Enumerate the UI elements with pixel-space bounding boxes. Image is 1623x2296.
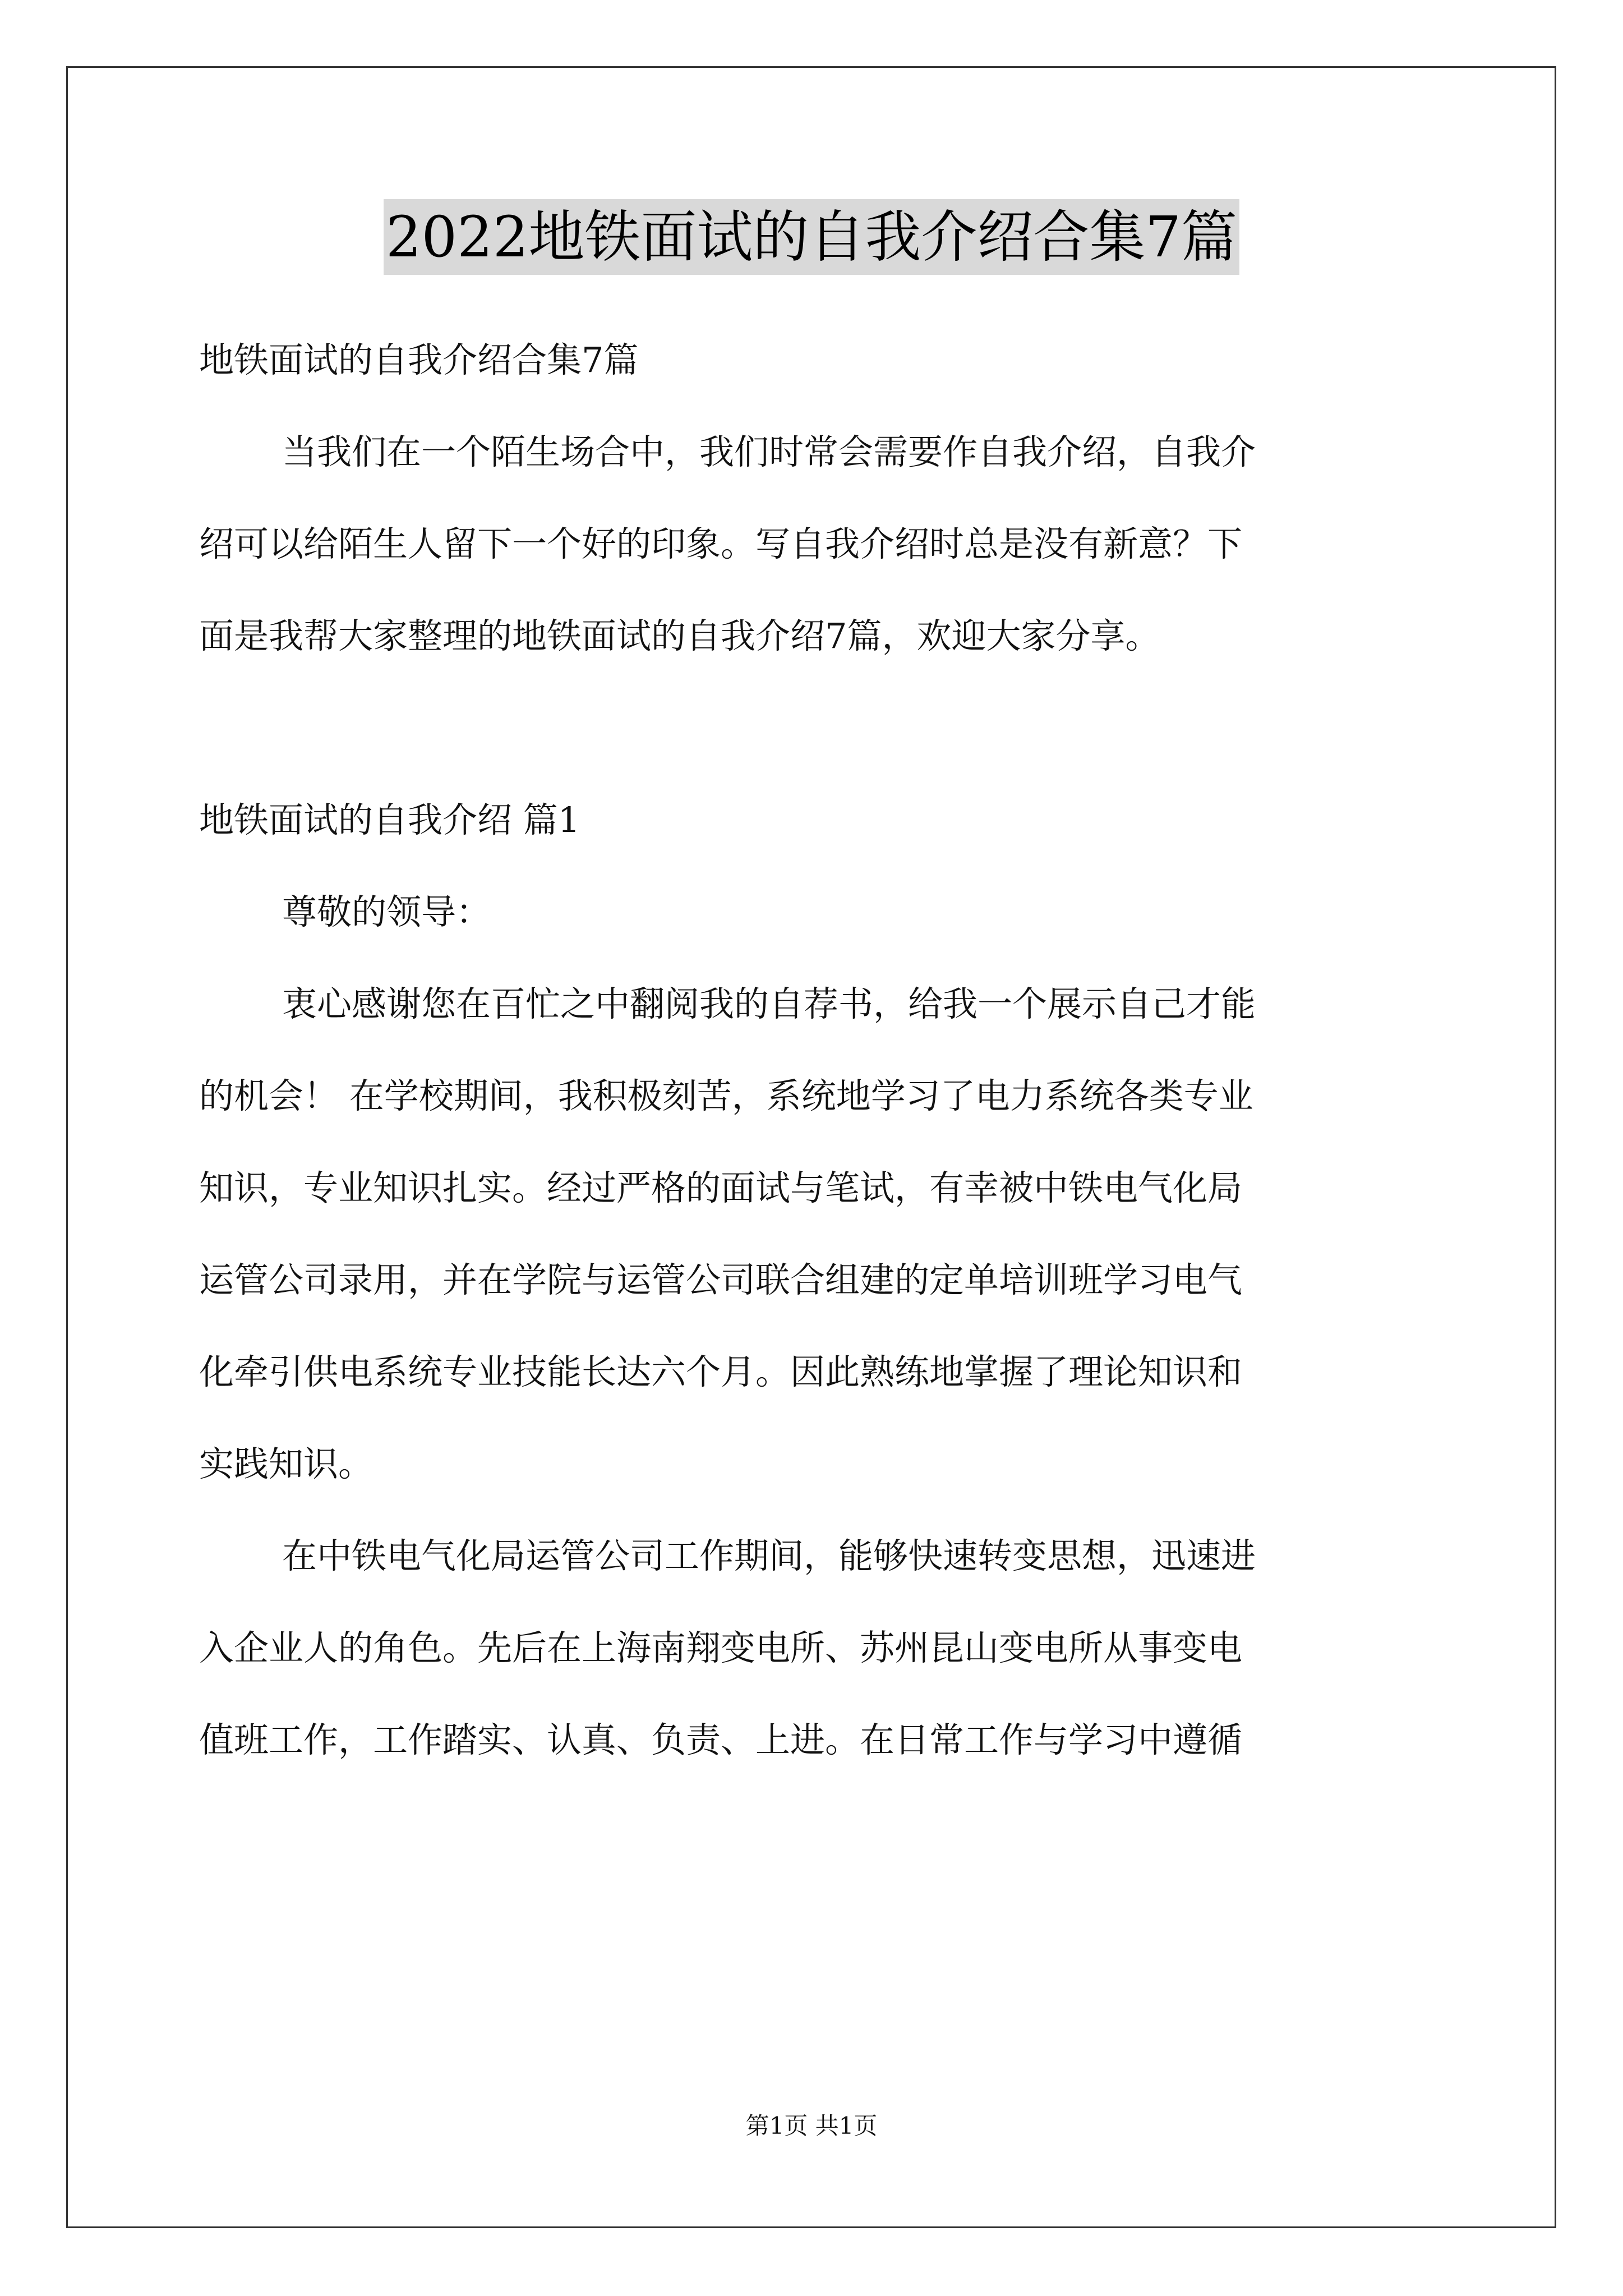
paragraph-line: 衷心感谢您在百忙之中翻阅我的自荐书，给我一个展示自己才能 <box>282 983 1256 1024</box>
salutation: 尊敬的领导： <box>282 891 491 932</box>
spacer <box>199 682 1422 774</box>
page-number: 第1页 共1页 <box>745 2112 878 2139</box>
paragraph-line: 在中铁电气化局运管公司工作期间，能够快速转变思想，迅速进 <box>282 1535 1256 1576</box>
document-subtitle: 地铁面试的自我介绍合集7篇 <box>199 339 639 380</box>
paragraph-line: 化牵引供电系统专业技能长达六个月。因此熟练地掌握了理论知识和 <box>199 1351 1243 1392</box>
paragraph-line: 运管公司录用，并在学院与运管公司联合组建的定单培训班学习电气 <box>199 1259 1243 1300</box>
page-footer <box>0 2109 1623 2143</box>
paragraph-line: 值班工作，工作踏实、认真、负责、上进。在日常工作与学习中遵循 <box>199 1719 1243 1760</box>
paragraph-line: 知识，专业知识扎实。经过严格的面试与笔试，有幸被中铁电气化局 <box>199 1167 1243 1208</box>
paragraph-line: 的机会！ 在学校期间，我积极刻苦，系统地学习了电力系统各类专业 <box>199 1075 1253 1116</box>
intro-line: 绍可以给陌生人留下一个好的印象。写自我介绍时总是没有新意？下 <box>199 523 1243 564</box>
intro-line: 当我们在一个陌生场合中，我们时常会需要作自我介绍，自我介 <box>282 431 1256 472</box>
document-title: 2022地铁面试的自我介绍合集7篇 <box>384 199 1239 275</box>
paragraph-line: 实践知识。 <box>199 1443 374 1484</box>
document-body <box>199 314 1422 1786</box>
paragraph-line: 入企业人的角色。先后在上海南翔变电所、苏州昆山变电所从事变电 <box>199 1627 1243 1668</box>
title-container <box>0 199 1623 275</box>
intro-line: 面是我帮大家整理的地铁面试的自我介绍7篇，欢迎大家分享。 <box>199 615 1160 656</box>
section-heading: 地铁面试的自我介绍 篇1 <box>199 799 580 840</box>
